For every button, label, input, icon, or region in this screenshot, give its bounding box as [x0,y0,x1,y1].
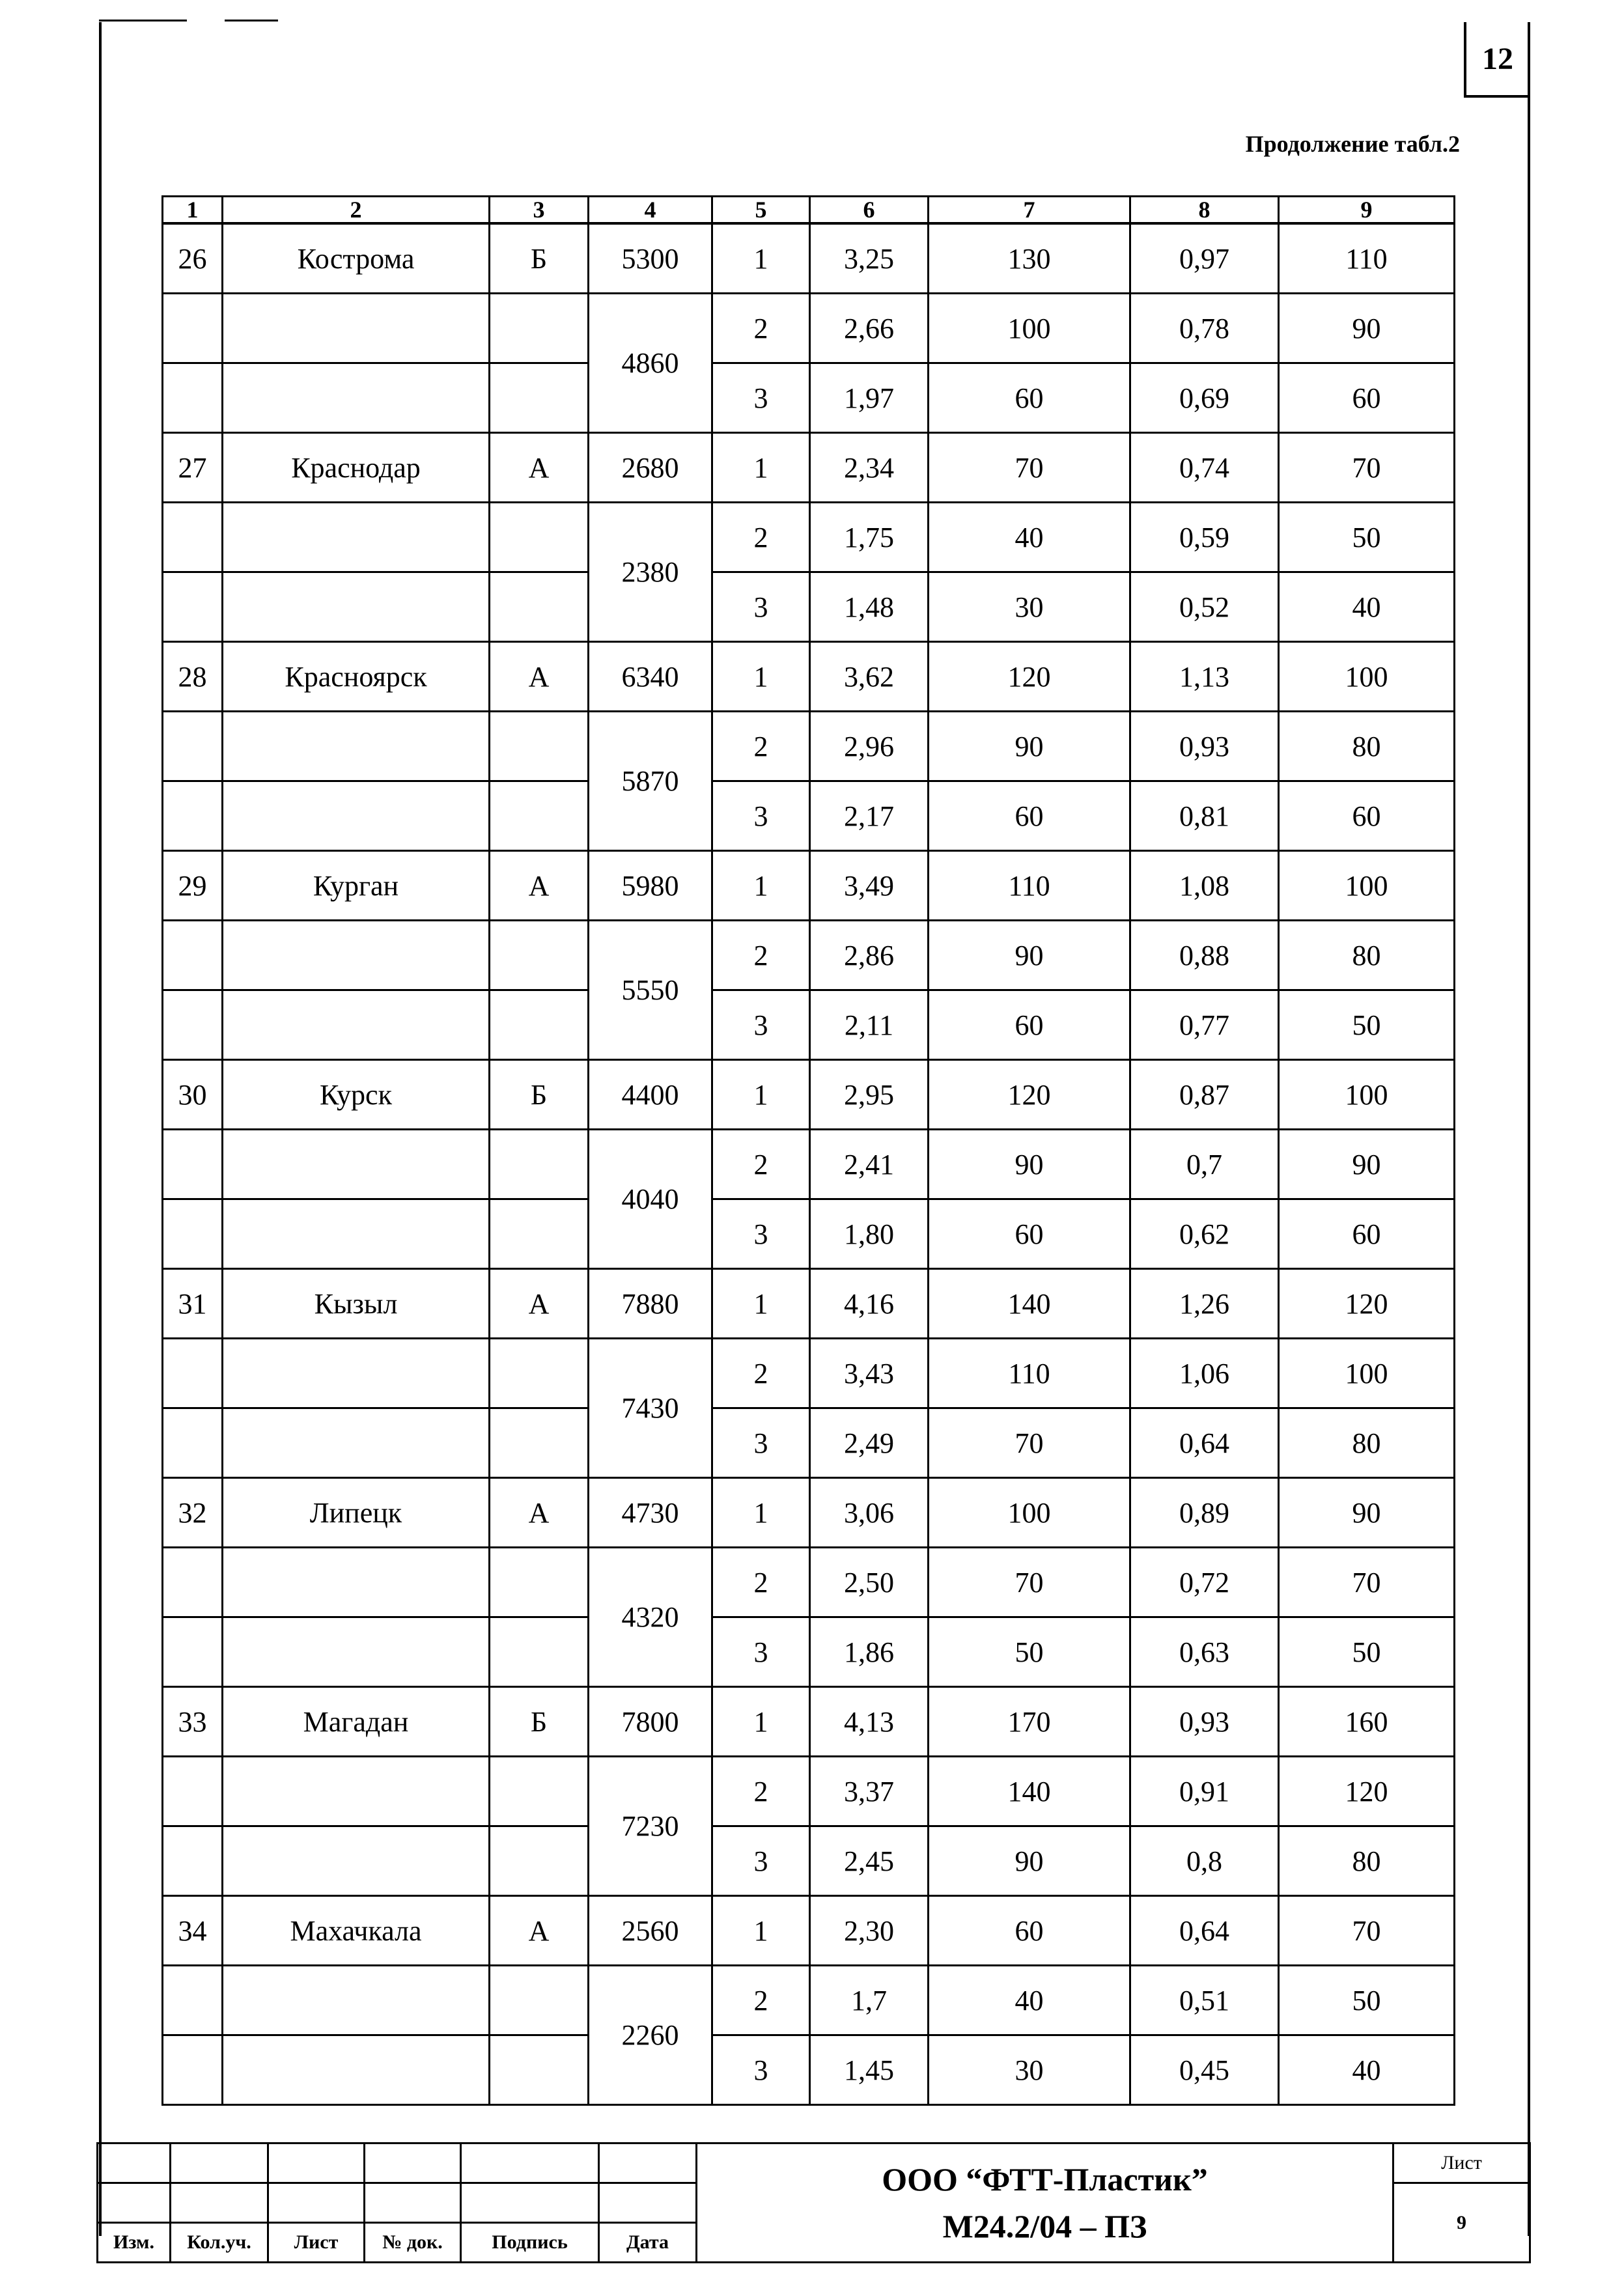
value-cell: 2260 [589,1966,712,2105]
empty-cell [223,1617,490,1687]
value-cell: 0,87 [1130,1060,1279,1130]
value-cell: 2,17 [810,781,929,851]
empty-cell [490,1966,589,2035]
value-cell: 90 [1279,1478,1455,1548]
table-row [163,1966,1455,2035]
table-row [163,921,1455,990]
value-cell: 2380 [589,503,712,642]
value-cell: 0,72 [1130,1548,1279,1617]
value-cell: 0,88 [1130,921,1279,990]
zone-cell: А [490,433,589,503]
value-cell: 3,25 [810,223,929,294]
empty-cell [490,294,589,363]
company-name: ООО “ФТТ-Пластик” [882,2161,1208,2198]
value-cell: 4040 [589,1130,712,1269]
zone-cell: А [490,851,589,921]
table-row [163,1617,1455,1687]
empty-cell [163,1339,223,1408]
value-cell: 160 [1279,1687,1455,1757]
value-cell: 2 [712,1130,810,1199]
empty-cell [223,1199,490,1269]
value-cell: 50 [1279,990,1455,1060]
table-row [163,712,1455,781]
value-cell: 5550 [589,921,712,1060]
value-cell: 3,43 [810,1339,929,1408]
empty-cell [223,1339,490,1408]
zone-cell: А [490,1896,589,1966]
value-cell: 2,66 [810,294,929,363]
empty-cell [490,1199,589,1269]
value-cell: 5980 [589,851,712,921]
value-cell: 30 [929,572,1130,642]
empty-cell [490,572,589,642]
value-cell: 0,78 [1130,294,1279,363]
row-number: 33 [163,1687,223,1757]
page-number: 12 [1464,22,1529,98]
value-cell: 40 [929,503,1130,572]
value-cell: 1 [712,1478,810,1548]
table-row [163,1548,1455,1617]
value-cell: 4,16 [810,1269,929,1339]
value-cell: 3 [712,781,810,851]
row-number: 34 [163,1896,223,1966]
empty-cell [490,1339,589,1408]
value-cell: 120 [1279,1269,1455,1339]
row-number: 28 [163,642,223,712]
column-header: 1 [163,197,223,224]
value-cell: 110 [929,1339,1130,1408]
value-cell: 0,7 [1130,1130,1279,1199]
city-name: Кострома [223,223,490,294]
value-cell: 0,81 [1130,781,1279,851]
value-cell: 1,08 [1130,851,1279,921]
value-cell: 0,62 [1130,1199,1279,1269]
empty-cell [223,1826,490,1896]
value-cell: 40 [1279,572,1455,642]
empty-cell [163,1199,223,1269]
column-header: 4 [589,197,712,224]
value-cell: 90 [929,921,1130,990]
table-row [163,1896,1455,1966]
value-cell: 4400 [589,1060,712,1130]
value-cell: 0,45 [1130,2035,1279,2105]
value-cell: 60 [929,1199,1130,1269]
table-row [163,1408,1455,1478]
value-cell: 110 [929,851,1130,921]
value-cell: 2,96 [810,712,929,781]
value-cell: 4860 [589,294,712,433]
value-cell: 170 [929,1687,1130,1757]
table-row [163,990,1455,1060]
empty-cell [163,2035,223,2105]
table-row [163,1130,1455,1199]
value-cell: 100 [1279,1060,1455,1130]
value-cell: 60 [1279,1199,1455,1269]
value-cell: 0,51 [1130,1966,1279,2035]
row-number: 32 [163,1478,223,1548]
empty-cell [163,1966,223,2035]
value-cell: 3 [712,2035,810,2105]
empty-cell [490,503,589,572]
value-cell: 2 [712,921,810,990]
value-cell: 0,77 [1130,990,1279,1060]
value-cell: 80 [1279,1826,1455,1896]
empty-cell [163,1757,223,1826]
value-cell: 0,74 [1130,433,1279,503]
empty-cell [163,712,223,781]
value-cell: 0,93 [1130,1687,1279,1757]
value-cell: 1,26 [1130,1269,1279,1339]
empty-cell [223,363,490,433]
stamp-label: Дата [599,2223,697,2263]
empty-cell [163,1130,223,1199]
empty-cell [490,990,589,1060]
value-cell: 3 [712,1199,810,1269]
table-row [163,363,1455,433]
value-cell: 2560 [589,1896,712,1966]
title-block [96,2142,1531,2263]
value-cell: 1,45 [810,2035,929,2105]
value-cell: 40 [1279,2035,1455,2105]
column-header: 2 [223,197,490,224]
stamp-label: Кол.уч. [171,2223,268,2263]
sheet-label: Лист [1393,2143,1530,2183]
table-row [163,1478,1455,1548]
value-cell: 50 [1279,1966,1455,2035]
table-row [163,223,1455,294]
value-cell: 1 [712,1060,810,1130]
value-cell: 3,62 [810,642,929,712]
table-row [163,294,1455,363]
value-cell: 5300 [589,223,712,294]
value-cell: 90 [1279,294,1455,363]
value-cell: 60 [929,781,1130,851]
value-cell: 2,95 [810,1060,929,1130]
empty-cell [223,572,490,642]
document-code: М24.2/04 – ПЗ [942,2208,1147,2244]
value-cell: 40 [929,1966,1130,2035]
value-cell: 2 [712,503,810,572]
empty-cell [163,781,223,851]
city-name: Кызыл [223,1269,490,1339]
value-cell: 50 [1279,1617,1455,1687]
table-row [163,1339,1455,1408]
value-cell: 0,64 [1130,1408,1279,1478]
value-cell: 140 [929,1757,1130,1826]
value-cell: 100 [1279,1339,1455,1408]
frame-top-mark [225,20,278,21]
city-name: Махачкала [223,1896,490,1966]
table-row [163,1757,1455,1826]
value-cell: 3,06 [810,1478,929,1548]
city-name: Магадан [223,1687,490,1757]
frame-top-mark [99,20,187,21]
value-cell: 60 [929,990,1130,1060]
value-cell: 70 [1279,1896,1455,1966]
table-row [163,642,1455,712]
table-row [163,1060,1455,1130]
value-cell: 2 [712,294,810,363]
value-cell: 50 [929,1617,1130,1687]
column-header: 6 [810,197,929,224]
value-cell: 2680 [589,433,712,503]
value-cell: 120 [929,1060,1130,1130]
value-cell: 2,41 [810,1130,929,1199]
value-cell: 70 [929,1548,1130,1617]
table-row [163,851,1455,921]
value-cell: 1 [712,642,810,712]
value-cell: 0,52 [1130,572,1279,642]
value-cell: 90 [929,1826,1130,1896]
stamp-title [697,2143,1393,2263]
zone-cell: Б [490,1687,589,1757]
table-row [163,572,1455,642]
value-cell: 7880 [589,1269,712,1339]
row-number: 26 [163,223,223,294]
row-number: 29 [163,851,223,921]
value-cell: 80 [1279,712,1455,781]
table-row [163,2035,1455,2105]
value-cell: 2 [712,712,810,781]
value-cell: 3,37 [810,1757,929,1826]
value-cell: 5870 [589,712,712,851]
empty-cell [490,921,589,990]
table-row [163,1826,1455,1896]
value-cell: 0,91 [1130,1757,1279,1826]
value-cell: 70 [1279,1548,1455,1617]
value-cell: 2,49 [810,1408,929,1478]
value-cell: 2 [712,1966,810,2035]
empty-cell [490,1548,589,1617]
table-row [163,781,1455,851]
zone-cell: Б [490,223,589,294]
column-header-row [163,197,1455,224]
empty-cell [163,1617,223,1687]
value-cell: 4,13 [810,1687,929,1757]
value-cell: 0,8 [1130,1826,1279,1896]
value-cell: 80 [1279,921,1455,990]
value-cell: 130 [929,223,1130,294]
column-header: 3 [490,197,589,224]
city-name: Краснодар [223,433,490,503]
value-cell: 1,7 [810,1966,929,2035]
value-cell: 70 [929,433,1130,503]
value-cell: 100 [929,294,1130,363]
value-cell: 140 [929,1269,1130,1339]
empty-cell [223,2035,490,2105]
value-cell: 90 [929,712,1130,781]
empty-cell [163,294,223,363]
value-cell: 1 [712,223,810,294]
value-cell: 1 [712,851,810,921]
value-cell: 3 [712,1826,810,1896]
value-cell: 1,86 [810,1617,929,1687]
value-cell: 7800 [589,1687,712,1757]
value-cell: 2,86 [810,921,929,990]
value-cell: 1,75 [810,503,929,572]
row-number: 30 [163,1060,223,1130]
value-cell: 120 [1279,1757,1455,1826]
column-header: 5 [712,197,810,224]
value-cell: 2,34 [810,433,929,503]
value-cell: 0,93 [1130,712,1279,781]
value-cell: 1,06 [1130,1339,1279,1408]
empty-cell [223,990,490,1060]
empty-cell [163,503,223,572]
row-number: 31 [163,1269,223,1339]
value-cell: 70 [1279,433,1455,503]
value-cell: 0,69 [1130,363,1279,433]
value-cell: 70 [929,1408,1130,1478]
data-table [161,195,1455,2106]
value-cell: 0,59 [1130,503,1279,572]
value-cell: 60 [1279,781,1455,851]
empty-cell [163,1408,223,1478]
sheet-number: 9 [1393,2183,1530,2263]
empty-cell [223,294,490,363]
value-cell: 100 [1279,851,1455,921]
value-cell: 0,64 [1130,1896,1279,1966]
value-cell: 6340 [589,642,712,712]
value-cell: 2 [712,1548,810,1617]
value-cell: 4320 [589,1548,712,1687]
value-cell: 1,97 [810,363,929,433]
empty-cell [490,781,589,851]
zone-cell: А [490,1478,589,1548]
empty-cell [223,1757,490,1826]
table-row [163,1687,1455,1757]
value-cell: 3 [712,1617,810,1687]
empty-cell [163,990,223,1060]
empty-cell [490,1826,589,1896]
value-cell: 3 [712,990,810,1060]
empty-cell [490,1408,589,1478]
value-cell: 30 [929,2035,1130,2105]
table-row [163,1269,1455,1339]
value-cell: 100 [1279,642,1455,712]
value-cell: 7430 [589,1339,712,1478]
value-cell: 2,50 [810,1548,929,1617]
value-cell: 50 [1279,503,1455,572]
empty-cell [163,363,223,433]
value-cell: 100 [929,1478,1130,1548]
empty-cell [223,1548,490,1617]
empty-cell [490,1130,589,1199]
empty-cell [163,1826,223,1896]
value-cell: 2 [712,1757,810,1826]
value-cell: 0,89 [1130,1478,1279,1548]
value-cell: 3 [712,363,810,433]
frame-border-left [99,22,102,2236]
table-row [163,433,1455,503]
value-cell: 1 [712,433,810,503]
city-name: Курск [223,1060,490,1130]
stamp-label: Изм. [98,2223,171,2263]
value-cell: 110 [1279,223,1455,294]
stamp-label: Подпись [461,2223,599,2263]
column-header: 7 [929,197,1130,224]
frame-border-right [1528,22,1530,2236]
empty-cell [490,1757,589,1826]
column-header: 9 [1279,197,1455,224]
continuation-label: Продолжение табл.2 [1245,131,1460,157]
value-cell: 60 [1279,363,1455,433]
value-cell: 0,97 [1130,223,1279,294]
empty-cell [163,1548,223,1617]
value-cell: 1 [712,1269,810,1339]
value-cell: 1 [712,1896,810,1966]
value-cell: 60 [929,363,1130,433]
empty-cell [223,781,490,851]
column-header: 8 [1130,197,1279,224]
value-cell: 1 [712,1687,810,1757]
value-cell: 60 [929,1896,1130,1966]
empty-cell [223,1130,490,1199]
value-cell: 80 [1279,1408,1455,1478]
empty-cell [223,921,490,990]
value-cell: 3 [712,572,810,642]
empty-cell [490,2035,589,2105]
empty-cell [223,1408,490,1478]
stamp-label: № док. [365,2223,461,2263]
table-row [163,1199,1455,1269]
empty-cell [490,712,589,781]
empty-cell [490,363,589,433]
value-cell: 2 [712,1339,810,1408]
value-cell: 3,49 [810,851,929,921]
zone-cell: Б [490,1060,589,1130]
row-number: 27 [163,433,223,503]
value-cell: 1,80 [810,1199,929,1269]
value-cell: 1,48 [810,572,929,642]
empty-cell [223,712,490,781]
zone-cell: А [490,642,589,712]
empty-cell [163,921,223,990]
value-cell: 2,45 [810,1826,929,1896]
value-cell: 4730 [589,1478,712,1548]
stamp-label: Лист [268,2223,365,2263]
empty-cell [490,1617,589,1687]
table-row [163,503,1455,572]
empty-cell [223,503,490,572]
value-cell: 2,11 [810,990,929,1060]
value-cell: 0,63 [1130,1617,1279,1687]
city-name: Красноярск [223,642,490,712]
empty-cell [163,572,223,642]
zone-cell: А [490,1269,589,1339]
value-cell: 7230 [589,1757,712,1896]
value-cell: 1,13 [1130,642,1279,712]
value-cell: 90 [929,1130,1130,1199]
value-cell: 2,30 [810,1896,929,1966]
empty-cell [223,1966,490,2035]
value-cell: 3 [712,1408,810,1478]
value-cell: 90 [1279,1130,1455,1199]
city-name: Липецк [223,1478,490,1548]
value-cell: 120 [929,642,1130,712]
city-name: Курган [223,851,490,921]
